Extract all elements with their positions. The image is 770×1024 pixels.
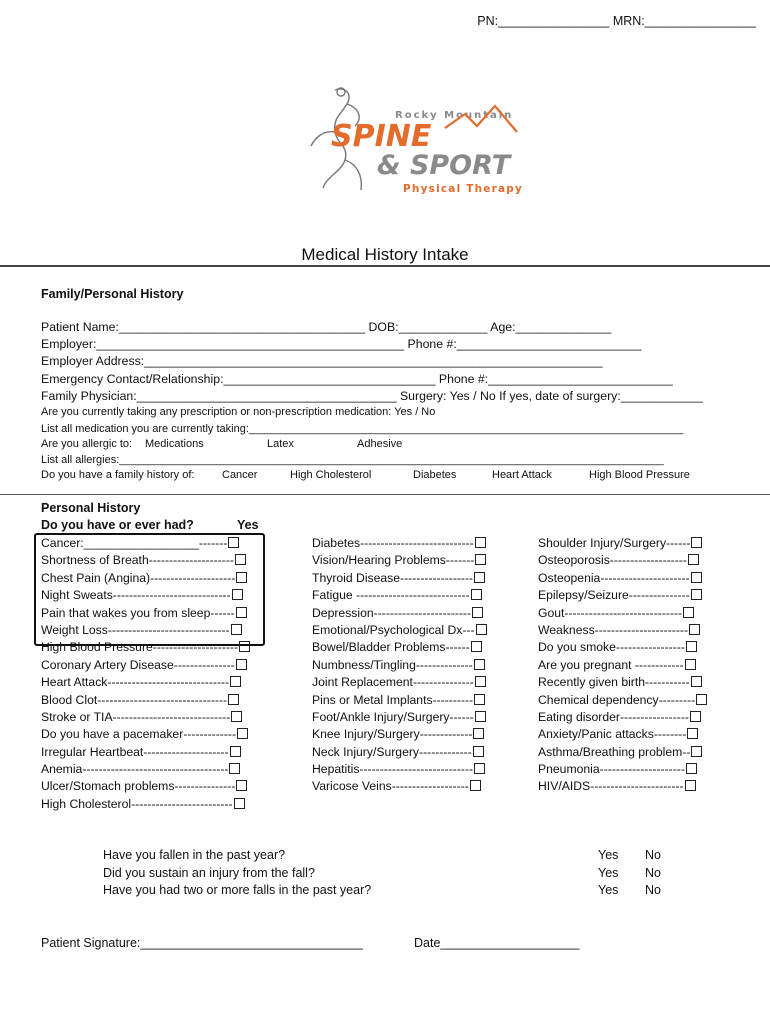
checkbox[interactable] <box>475 676 486 687</box>
family-physician-line[interactable]: Family Physician:______________________________________ Surgery: Yes / No If yes, date of surgery:____________ <box>41 389 703 403</box>
family-history-question: Do you have a family history of: <box>41 469 195 481</box>
allergies-list-line[interactable]: List all allergies:_________________________________________________________________________________________ <box>41 454 664 466</box>
condition-item[interactable]: Stroke or TIA----------------------------- <box>41 709 250 726</box>
logo-line2: SPINE <box>331 119 432 154</box>
checkbox[interactable] <box>471 641 482 652</box>
personal-history-subheading: Do you have or ever had? <box>41 518 194 532</box>
emergency-contact-line[interactable]: Emergency Contact/Relationship:_______________________________ Phone #:___________________________ <box>41 372 673 386</box>
allergic-question: Are you allergic to: <box>41 438 133 450</box>
condition-column-3 <box>538 535 707 796</box>
condition-item[interactable]: Hepatitis---------------------------- <box>312 761 487 778</box>
condition-item[interactable]: Shortness of Breath--------------------- <box>41 552 250 569</box>
checkbox[interactable] <box>691 537 702 548</box>
condition-item[interactable]: Asthma/Breathing problem-- <box>538 744 707 761</box>
checkbox[interactable] <box>236 659 247 670</box>
checkbox[interactable] <box>691 676 702 687</box>
checkbox[interactable] <box>228 537 239 548</box>
condition-item[interactable]: Eating disorder----------------- <box>538 709 707 726</box>
condition-item[interactable]: Anemia------------------------------------ <box>41 761 250 778</box>
section-divider <box>0 494 770 495</box>
condition-item[interactable]: Gout----------------------------- <box>538 605 707 622</box>
medication-list-line[interactable]: List all medication you are currently taking:_______________________________________________________________________ <box>41 423 684 435</box>
medication-question[interactable]: Are you currently taking any prescription or non-prescription medication: Yes / No <box>41 406 436 418</box>
checkbox[interactable] <box>236 780 247 791</box>
checkbox[interactable] <box>690 711 701 722</box>
checkbox[interactable] <box>688 554 699 565</box>
personal-history-heading: Personal History <box>41 501 141 515</box>
patient-name-line[interactable]: Patient Name:____________________________________ DOB:_____________ Age:______________ <box>41 320 612 334</box>
condition-item[interactable]: Coronary Artery Disease--------------- <box>41 657 250 674</box>
condition-item[interactable]: Pain that wakes you from sleep------ <box>41 605 250 622</box>
checkbox[interactable] <box>474 572 485 583</box>
family-history-heading: Family/Personal History <box>41 287 184 301</box>
checkbox[interactable] <box>686 641 697 652</box>
checkbox[interactable] <box>687 728 698 739</box>
checkbox[interactable] <box>237 728 248 739</box>
checkbox[interactable] <box>696 694 707 705</box>
pn-mrn-header: PN:________________ MRN:________________ <box>477 14 756 28</box>
checkbox[interactable] <box>685 780 696 791</box>
condition-item[interactable]: Thyroid Disease------------------ <box>312 570 487 587</box>
condition-item[interactable]: Vision/Hearing Problems------- <box>312 552 487 569</box>
condition-item[interactable]: Joint Replacement--------------- <box>312 674 487 691</box>
fall-yes-1[interactable]: Yes <box>598 848 619 862</box>
fall-no-1[interactable]: No <box>645 848 661 862</box>
patient-signature-line[interactable]: Patient Signature:________________________________ <box>41 936 363 950</box>
checkbox[interactable] <box>236 607 247 618</box>
family-option-cholesterol[interactable]: High Cholesterol <box>290 469 372 481</box>
condition-item[interactable]: Varicose Veins------------------- <box>312 778 487 795</box>
checkbox[interactable] <box>475 537 486 548</box>
condition-item[interactable]: Ulcer/Stomach problems--------------- <box>41 778 250 795</box>
condition-column-2 <box>312 535 487 796</box>
condition-item[interactable]: Weakness----------------------- <box>538 622 707 639</box>
condition-item[interactable]: Weight Loss------------------------------ <box>41 622 250 639</box>
checkbox[interactable] <box>230 746 241 757</box>
condition-item[interactable]: Knee Injury/Surgery------------- <box>312 726 487 743</box>
checkbox[interactable] <box>472 607 483 618</box>
condition-item[interactable]: Chemical dependency--------- <box>538 692 707 709</box>
condition-item[interactable]: Shoulder Injury/Surgery------ <box>538 535 707 552</box>
fall-yes-2[interactable]: Yes <box>598 866 619 880</box>
checkbox[interactable] <box>473 728 484 739</box>
checkbox[interactable] <box>231 624 242 635</box>
condition-item[interactable]: Night Sweats----------------------------- <box>41 587 250 604</box>
date-line[interactable]: Date____________________ <box>414 936 580 950</box>
condition-item[interactable]: Neck Injury/Surgery------------- <box>312 744 487 761</box>
family-option-cancer[interactable]: Cancer <box>222 469 258 481</box>
condition-item[interactable]: Pneumonia--------------------- <box>538 761 707 778</box>
checkbox[interactable] <box>236 572 247 583</box>
checkbox[interactable] <box>474 763 485 774</box>
fall-yes-3[interactable]: Yes <box>598 883 619 897</box>
logo-line1: Rocky Mountain <box>395 110 514 121</box>
checkbox[interactable] <box>475 554 486 565</box>
condition-item[interactable]: Osteoporosis------------------- <box>538 552 707 569</box>
allergy-option-adhesive[interactable]: Adhesive <box>357 438 403 450</box>
employer-address-line[interactable]: Employer Address:___________________________________________________________________ <box>41 354 603 368</box>
condition-item[interactable]: Epilepsy/Seizure--------------- <box>538 587 707 604</box>
condition-item[interactable]: Fatigue ---------------------------- <box>312 587 487 604</box>
condition-item[interactable]: Bowel/Bladder Problems------ <box>312 639 487 656</box>
allergy-option-medications[interactable]: Medications <box>145 438 204 450</box>
condition-item[interactable]: Osteopenia---------------------- <box>538 570 707 587</box>
checkbox[interactable] <box>691 746 702 757</box>
fall-question-1: Have you fallen in the past year? <box>103 848 286 862</box>
checkbox[interactable] <box>476 624 487 635</box>
checkbox[interactable] <box>686 763 697 774</box>
condition-item[interactable]: Heart Attack------------------------------ <box>41 674 250 691</box>
clinic-logo <box>305 84 545 198</box>
title-divider <box>0 265 770 267</box>
condition-item[interactable]: Pins or Metal Implants---------- <box>312 692 487 709</box>
condition-item[interactable]: Depression------------------------ <box>312 605 487 622</box>
yes-column-label: Yes <box>237 518 259 532</box>
fall-no-2[interactable]: No <box>645 866 661 880</box>
employer-line[interactable]: Employer:_____________________________________________ Phone #:___________________________ <box>41 337 642 351</box>
condition-item[interactable]: HIV/AIDS----------------------- <box>538 778 707 795</box>
condition-item[interactable]: Numbness/Tingling-------------- <box>312 657 487 674</box>
family-option-diabetes[interactable]: Diabetes <box>413 469 457 481</box>
checkbox[interactable] <box>475 711 486 722</box>
checkbox[interactable] <box>230 676 241 687</box>
checkbox[interactable] <box>234 798 245 809</box>
checkbox[interactable] <box>232 589 243 600</box>
checkbox[interactable] <box>689 624 700 635</box>
checkbox[interactable] <box>231 711 242 722</box>
condition-item[interactable]: Foot/Ankle Injury/Surgery------ <box>312 709 487 726</box>
condition-item[interactable]: Recently given birth----------- <box>538 674 707 691</box>
page-title: Medical History Intake <box>301 245 469 264</box>
condition-item[interactable]: Are you pregnant ------------ <box>538 657 707 674</box>
checkbox[interactable] <box>474 694 485 705</box>
condition-item[interactable]: Do you smoke----------------- <box>538 639 707 656</box>
fall-no-3[interactable]: No <box>645 883 661 897</box>
checkbox[interactable] <box>235 554 246 565</box>
family-option-blood-pressure[interactable]: High Blood Pressure <box>589 469 690 481</box>
checkbox[interactable] <box>239 641 250 652</box>
condition-column-1 <box>41 535 250 813</box>
checkbox[interactable] <box>229 763 240 774</box>
checkbox[interactable] <box>691 572 702 583</box>
allergy-option-latex[interactable]: Latex <box>267 438 294 450</box>
condition-item[interactable]: Cancer:_________________------- <box>41 535 250 552</box>
checkbox[interactable] <box>228 694 239 705</box>
condition-item[interactable]: Diabetes---------------------------- <box>312 535 487 552</box>
logo-line4: Physical Therapy <box>403 183 524 195</box>
checkbox[interactable] <box>474 659 485 670</box>
condition-item[interactable]: Blood Clot-------------------------------- <box>41 692 250 709</box>
condition-item[interactable]: Anxiety/Panic attacks-------- <box>538 726 707 743</box>
condition-item[interactable]: High Blood Pressure--------------------- <box>41 639 250 656</box>
checkbox[interactable] <box>470 780 481 791</box>
fall-question-3: Have you had two or more falls in the past year? <box>103 883 372 897</box>
condition-item[interactable]: Chest Pain (Angina)--------------------- <box>41 570 250 587</box>
family-option-heart-attack[interactable]: Heart Attack <box>492 469 552 481</box>
checkbox[interactable] <box>473 746 484 757</box>
condition-item[interactable]: Irregular Heartbeat--------------------- <box>41 744 250 761</box>
condition-item[interactable]: Emotional/Psychological Dx--- <box>312 622 487 639</box>
checkbox[interactable] <box>685 659 696 670</box>
condition-item[interactable]: High Cholesterol------------------------- <box>41 796 250 813</box>
checkbox[interactable] <box>691 589 702 600</box>
checkbox[interactable] <box>471 589 482 600</box>
checkbox[interactable] <box>683 607 694 618</box>
condition-item[interactable]: Do you have a pacemaker------------- <box>41 726 250 743</box>
logo-line3: & SPORT <box>377 150 511 181</box>
fall-question-2: Did you sustain an injury from the fall? <box>103 866 315 880</box>
